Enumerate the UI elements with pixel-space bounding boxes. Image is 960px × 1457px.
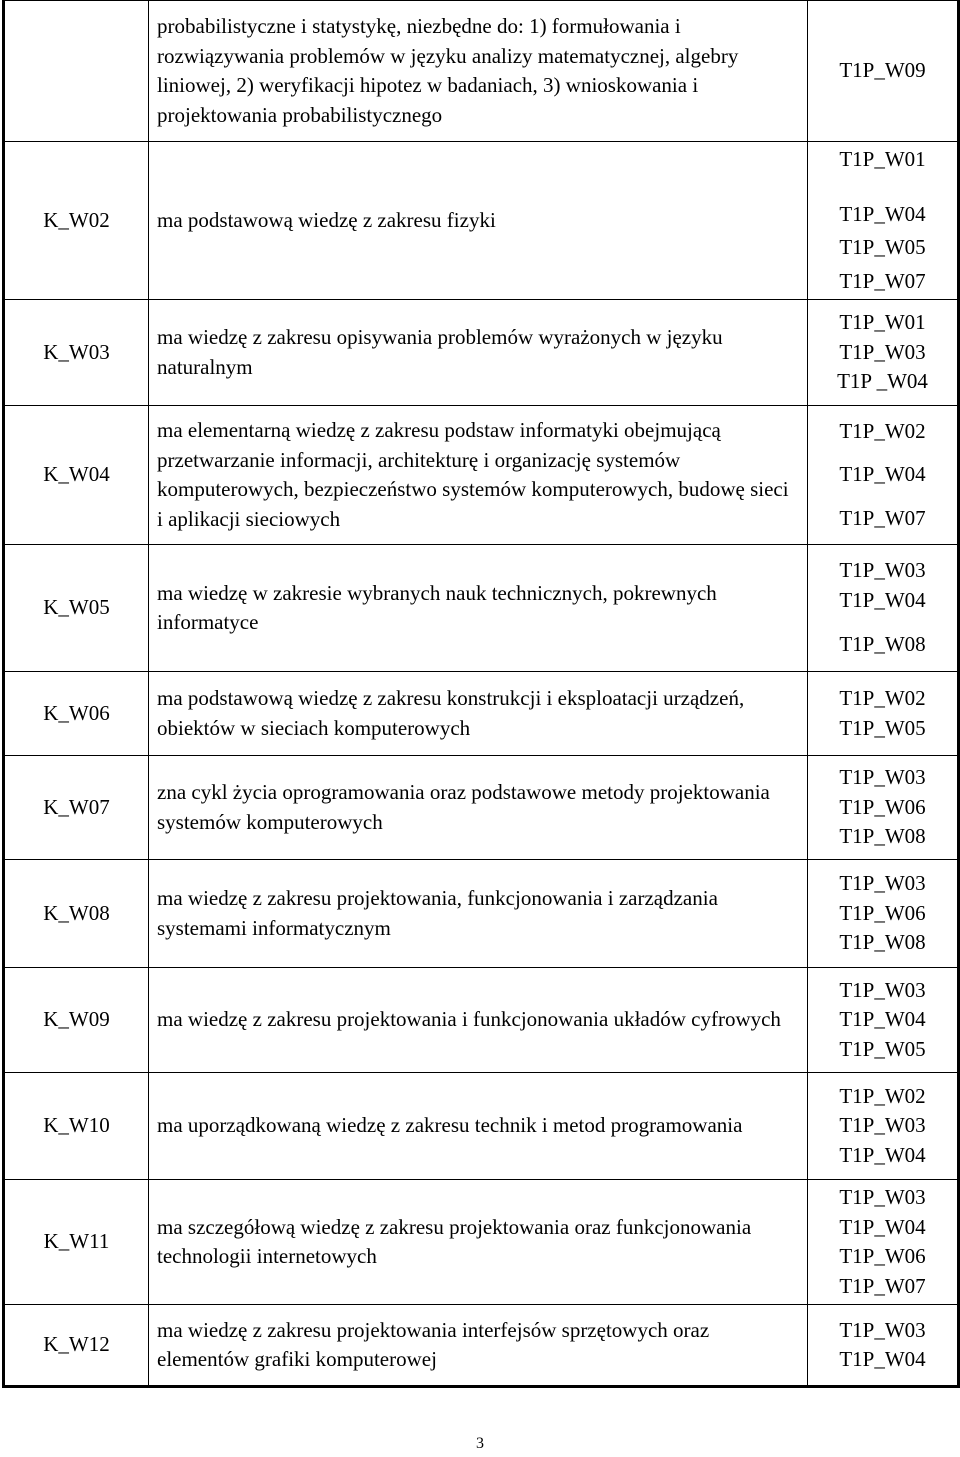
outcome-description-cell bbox=[149, 968, 808, 1073]
outcome-code: K_W03 bbox=[4, 300, 149, 406]
outcome-code: K_W08 bbox=[4, 860, 149, 968]
reference-code: T1P_W03 bbox=[839, 977, 926, 1002]
outcome-code bbox=[4, 1, 149, 142]
outcome-code: K_W02 bbox=[4, 142, 149, 300]
outcome-description: ma wiedzę z zakresu projektowania, funkcjonowania i zarządzania systemami informatycznym bbox=[157, 886, 718, 940]
outcome-code: K_W11 bbox=[4, 1180, 149, 1305]
outcome-description: ma podstawową wiedzę z zakresu fizyki bbox=[157, 207, 496, 232]
reference-list bbox=[808, 968, 959, 1073]
outcome-description: ma uporządkowaną wiedzę z zakresu technik i metod programowania bbox=[157, 1113, 743, 1138]
reference-code: T1P_W07 bbox=[839, 1273, 926, 1298]
table-row bbox=[4, 672, 959, 756]
reference-code: T1P_W03 bbox=[839, 339, 926, 364]
outcome-description: ma szczegółową wiedzę z zakresu projektowania oraz funkcjonowania technologii internetowych bbox=[157, 1214, 752, 1268]
reference-code: T1P_W04 bbox=[839, 201, 926, 226]
outcome-description-cell bbox=[149, 672, 808, 756]
outcome-code: K_W10 bbox=[4, 1073, 149, 1180]
reference-code: T1P_W04 bbox=[839, 1142, 926, 1167]
outcome-description-cell bbox=[149, 1180, 808, 1305]
outcome-description-cell bbox=[149, 300, 808, 406]
outcome-description-cell bbox=[149, 545, 808, 672]
reference-code: T1P_W05 bbox=[839, 235, 926, 259]
table-row bbox=[4, 1305, 959, 1387]
outcome-description: ma podstawową wiedzę z zakresu konstrukcji i eksploatacji urządzeń, obiektów w sieciach komputerowych bbox=[157, 686, 745, 740]
learning-outcomes-table bbox=[2, 0, 960, 1388]
outcome-description: zna cykl życia oprogramowania oraz podstawowe metody projektowania systemów komputerowych bbox=[157, 780, 770, 834]
table-row bbox=[4, 1, 959, 142]
reference-code: T1P_W04 bbox=[839, 1347, 926, 1371]
outcome-code: K_W09 bbox=[4, 968, 149, 1073]
outcome-code: K_W07 bbox=[4, 756, 149, 860]
reference-code: T1P_W02 bbox=[839, 1083, 926, 1108]
reference-code: T1P_W05 bbox=[839, 715, 926, 740]
table-row bbox=[4, 1180, 959, 1305]
reference-code: T1P_W08 bbox=[839, 824, 926, 849]
outcome-description-cell bbox=[149, 1305, 808, 1387]
outcome-description-cell bbox=[149, 406, 808, 545]
outcome-description: ma elementarną wiedzę z zakresu podstaw informatyki obejmującą przetwarzanie informacji, architekturę i organizację systemów komputerowych, bezpieczeństwo systemów komputerowych, budowę sieci i aplikacji sieciowych bbox=[157, 418, 789, 531]
reference-list bbox=[808, 142, 959, 300]
table-row bbox=[4, 968, 959, 1073]
reference-list bbox=[808, 1, 959, 142]
outcome-description-cell bbox=[149, 142, 808, 300]
table-row bbox=[4, 1073, 959, 1180]
reference-list bbox=[808, 756, 959, 860]
outcome-code: K_W12 bbox=[4, 1305, 149, 1387]
table-row bbox=[4, 406, 959, 545]
outcome-description-cell bbox=[149, 1073, 808, 1180]
table-row bbox=[4, 142, 959, 300]
outcome-description: probabilistyczne i statystykę, niezbędne do: 1) formułowania i rozwiązywania problemów w języku analizy matematycznej, algebry liniowej, 2) weryfikacji hipotez w badaniach, 3) wnioskowania i projektowania probabilistycznego bbox=[157, 14, 739, 127]
reference-list bbox=[808, 1180, 959, 1305]
reference-code: T1P_W07 bbox=[839, 268, 926, 293]
reference-list bbox=[808, 406, 959, 545]
reference-list bbox=[808, 300, 959, 406]
reference-code: T1P_W04 bbox=[839, 1007, 926, 1032]
reference-code: T1P_W02 bbox=[839, 686, 926, 710]
reference-code: T1P _W04 bbox=[837, 369, 928, 394]
reference-list bbox=[808, 672, 959, 756]
table-row bbox=[4, 756, 959, 860]
reference-code: T1P_W06 bbox=[839, 1244, 926, 1268]
reference-code: T1P_W08 bbox=[839, 632, 926, 657]
reference-code: T1P_W07 bbox=[839, 505, 926, 530]
outcome-code: K_W05 bbox=[4, 545, 149, 672]
page-number: 3 bbox=[476, 1435, 484, 1452]
reference-code: T1P_W03 bbox=[839, 1113, 926, 1138]
reference-code: T1P_W04 bbox=[839, 1214, 926, 1239]
reference-code: T1P_W01 bbox=[839, 310, 926, 335]
reference-code: T1P_W03 bbox=[839, 1185, 926, 1209]
outcome-description: ma wiedzę z zakresu projektowania interfejsów sprzętowych oraz elementów grafiki komputerowej bbox=[157, 1317, 710, 1371]
reference-code: T1P_W03 bbox=[839, 1317, 926, 1342]
outcome-description-cell bbox=[149, 756, 808, 860]
reference-code: T1P_W03 bbox=[839, 871, 926, 896]
reference-code: T1P_W04 bbox=[839, 462, 926, 487]
reference-code: T1P_W03 bbox=[839, 558, 926, 583]
outcome-code: K_W06 bbox=[4, 672, 149, 756]
outcome-description-cell bbox=[149, 1, 808, 142]
reference-list bbox=[808, 1305, 959, 1387]
outcome-description-cell bbox=[149, 860, 808, 968]
table-row bbox=[4, 545, 959, 672]
reference-list bbox=[808, 545, 959, 672]
outcome-description: ma wiedzę z zakresu opisywania problemów wyrażonych w języku naturalnym bbox=[157, 325, 723, 379]
outcome-description: ma wiedzę z zakresu projektowania i funkcjonowania układów cyfrowych bbox=[157, 1007, 781, 1032]
reference-code: T1P_W04 bbox=[839, 587, 926, 612]
reference-code: T1P_W01 bbox=[839, 147, 926, 171]
reference-list bbox=[808, 1073, 959, 1180]
reference-code: T1P_W03 bbox=[839, 765, 926, 790]
table-row bbox=[4, 300, 959, 406]
reference-code: T1P_W06 bbox=[839, 794, 926, 819]
reference-code: T1P_W02 bbox=[839, 418, 926, 443]
reference-code: T1P_W09 bbox=[839, 58, 926, 83]
reference-code: T1P_W06 bbox=[839, 900, 926, 925]
outcome-description: ma wiedzę w zakresie wybranych nauk technicznych, pokrewnych informatyce bbox=[157, 580, 717, 634]
table-row bbox=[4, 860, 959, 968]
reference-code: T1P_W08 bbox=[839, 930, 926, 955]
table-body bbox=[4, 1, 959, 1387]
reference-code: T1P_W05 bbox=[839, 1036, 926, 1061]
outcome-code: K_W04 bbox=[4, 406, 149, 545]
reference-list bbox=[808, 860, 959, 968]
